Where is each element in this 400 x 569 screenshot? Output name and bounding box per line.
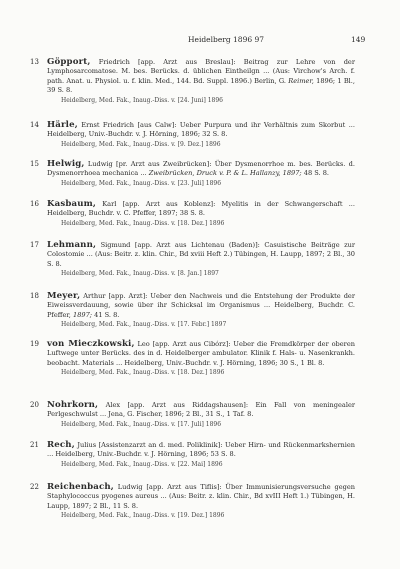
faculty-note: Heidelberg, Med. Fak., Inaug.-Diss. v. [23. Juli] 1896 — [61, 179, 222, 187]
entry-body — [47, 160, 355, 188]
author-name: Nohrkorn, — [47, 400, 99, 410]
entry-italic: 1897; — [73, 310, 93, 319]
author-name: Reichenbach, — [47, 482, 114, 492]
entry-number: 19 — [30, 340, 39, 348]
entry-text: Karl [app. Arzt aus Koblenz]: Myelitis in der Schwangerschaft ... Heidelberg, Buchdr. v. C. Pfeffer, 1897; 38 S. 8. — [47, 200, 355, 218]
author-name: von Mieczkowski, — [47, 339, 135, 349]
running-title: Heidelberg 1896 97 — [188, 35, 265, 44]
faculty-note: Heidelberg, Med. Fak., Inaug.-Diss. v. [22. Mai] 1896 — [61, 460, 223, 468]
author-name: Göpport, — [47, 57, 91, 67]
author-name: Lehmann, — [47, 240, 97, 250]
faculty-note: Heidelberg, Med. Fak., Inaug.-Diss. v. [18. Dez.] 1896 — [61, 369, 225, 377]
faculty-note: Heidelberg, Med. Fak., Inaug.-Diss. v. [18. Dez.] 1896 — [61, 219, 225, 227]
entry-text: Arthur [app. Arzt]: Ueber den Nachweis und die Entstehung der Produkte der Eiweissverdauung, sowie über ihr Schicksal im Organismus ... Heidelberg, Buchdr. C. Pfeffer, — [47, 292, 355, 319]
entry-body — [47, 121, 355, 149]
faculty-note: Heidelberg, Med. Fak., Inaug.-Diss. v. [9. Dez.] 1896 — [61, 140, 221, 148]
entry-tail: 1896; 1 Bl., 39 S. 8. — [47, 76, 355, 95]
entry-body — [47, 401, 355, 429]
author-name: Meyer, — [47, 291, 81, 301]
faculty-note: Heidelberg, Med. Fak., Inaug.-Diss. v. [8. Jan.] 1897 — [61, 270, 219, 278]
entry-body — [47, 292, 355, 330]
entry-text: Julius [Assistenzarzt an d. med. Poliklinik]: Ueber Hirn- und Rückenmarkshernien ... Heidelberg, Univ.-Buchdr. v. J. Hörning, 1896; 53 S. 8. — [47, 441, 355, 459]
entry-number: 21 — [30, 441, 39, 449]
entry-body — [47, 241, 355, 279]
entry-text: Leo [app. Arzt aus Cibórz]: Ueber die Fremdkörper der oberen Luftwege unter Berücks. des in d. Heidelberger ambulator. Klinik f. Hals- u. Nasenkrankh. beobacht. Materials ... Heidelberg, Univ.-Buchdr. v. J. Hörning, 1896; 30 S., 1 Bl. 8. — [47, 340, 355, 367]
faculty-note: Heidelberg, Med. Fak., Inaug.-Diss. v. [17. Juli] 1896 — [61, 420, 222, 428]
author-name: Kasbaum, — [47, 199, 96, 209]
entry-text: Ludwig [app. Arzt aus Tiflis]: Über Immunisierungsversuche gegen Staphylococcus pyogenes aureus ... (Aus: Beitr. z. klin. Chir., Bd xvIII Heft 1.) Tübingen, H. Laupp, 1897; 2 Bl., 11 S. 8. — [47, 483, 355, 510]
entry-number: 16 — [30, 200, 39, 208]
faculty-note: Heidelberg, Med. Fak., Inaug.-Diss. v. [19. Dez.] 1896 — [61, 512, 225, 520]
entry-text: Alex [app. Arzt aus Riddagshausen]: Ein Fall von meningealer Perlgeschwulst ... Jena, G. Fischer, 1896; 2 Bl., 31 S., 1 Taf. 8. — [47, 401, 356, 419]
entry-number: 15 — [30, 160, 39, 168]
author-name: Rech, — [47, 440, 75, 450]
entry-body — [47, 441, 355, 469]
entry-text: Friedrich [app. Arzt aus Breslau]: Beitrag zur Lehre von der Lymphosarcomatose. M. bes. Berücks. d. üblichen Eintheilgn ... (Aus: Virchow's Arch. f. path. Anat. u. Physiol. u. f. klin. Med., 144. Bd. Suppl. 1896.) Berlin, G. — [47, 58, 355, 85]
entry-number: 18 — [30, 292, 39, 300]
entry-text: Ernst Friedrich [aus Calw]: Ueber Purpura und ihr Verhältnis zum Skorbut ... Heidelberg, Univ.-Buchdr. v. J. Hörning, 1896; 32 S. 8. — [47, 121, 355, 139]
author-name: Helwig, — [47, 159, 85, 169]
entry-number: 14 — [30, 121, 39, 129]
author-name: Härle, — [47, 120, 78, 130]
faculty-note: Heidelberg, Med. Fak., Inaug.-Diss. v. [17. Febr.] 1897 — [61, 321, 227, 329]
entry-italic: Zweibrücken, Druck v. P. & L. Hallanzy, 1897; — [148, 169, 302, 178]
entry-body — [47, 340, 355, 378]
entry-text: Ludwig [pr. Arzt aus Zweibrücken]: Über Dysmenorrhoe m. bes. Berücks. d. Dysmenorrhoea mechanica ... — [47, 160, 355, 178]
entry-number: 13 — [30, 58, 39, 66]
entry-number: 22 — [30, 483, 39, 491]
page-header — [0, 35, 400, 47]
entry-italic: Reimer, — [288, 76, 314, 85]
entry-body — [47, 200, 355, 228]
page-number: 149 — [351, 35, 366, 44]
entry-tail: 48 S. 8. — [303, 169, 330, 178]
faculty-note: Heidelberg, Med. Fak., Inaug.-Diss. v. [24. Juni] 1896 — [61, 96, 223, 104]
entry-number: 20 — [30, 401, 39, 409]
entry-number: 17 — [30, 241, 39, 249]
entry-tail: 41 S. 8. — [94, 310, 120, 319]
entry-body — [47, 58, 355, 105]
entry-body — [47, 483, 355, 521]
entry-text: Sigmund [app. Arzt aus Lichtenau (Baden)]: Casuistische Beiträge zur Colostomie ... (Aus: Beitr. z. klin. Chir., Bd xviii Heft 2.) Tübingen, H. Laupp, 1897; 2 Bl., 30 S. 8. — [47, 241, 355, 268]
